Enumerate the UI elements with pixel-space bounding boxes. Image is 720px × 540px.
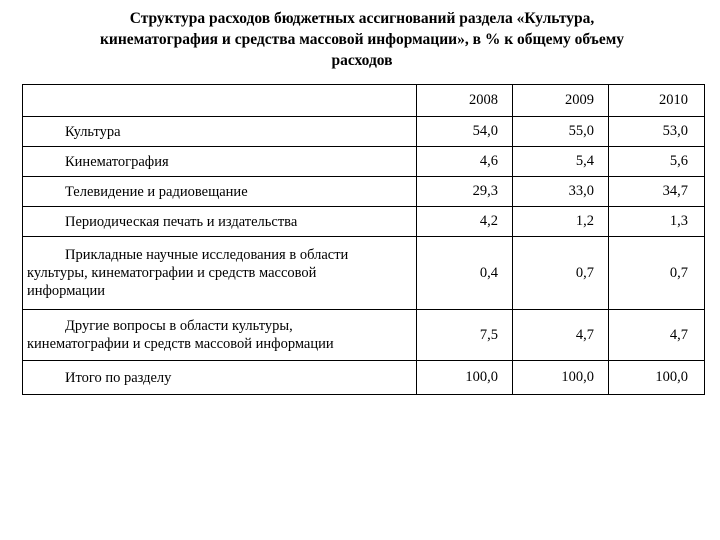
year-header-2009: 2009 [513,85,609,117]
cell-2008: 0,4 [417,237,513,310]
cell-2008: 4,2 [417,207,513,237]
table-row [23,177,705,207]
row-label-line-2: кинематографии и средств массовой информации [27,336,334,352]
row-label: Культура [23,117,417,147]
row-label: Итого по разделу [23,361,417,395]
table-row [23,310,705,361]
cell-2010: 34,7 [609,177,705,207]
cell-2009: 1,2 [513,207,609,237]
cell-2010: 5,6 [609,147,705,177]
table-row [23,117,705,147]
cell-2009: 33,0 [513,177,609,207]
table-row [23,207,705,237]
title-line-2: кинематография и средства массовой информации», в % к общему объему [99,31,625,48]
cell-2009: 4,7 [513,310,609,361]
cell-2010: 1,3 [609,207,705,237]
cell-2010: 53,0 [609,117,705,147]
year-header-2008: 2008 [417,85,513,117]
row-label-line-1: Прикладные научные исследования в области [65,247,349,263]
title-line-1: Структура расходов бюджетных ассигнований раздела «Культура, [129,10,595,27]
cell-2008: 100,0 [417,361,513,395]
header-label-cell [23,85,417,117]
cell-2008: 7,5 [417,310,513,361]
cell-2010: 4,7 [609,310,705,361]
cell-2009: 55,0 [513,117,609,147]
table-total-row [23,361,705,395]
year-header-2010: 2010 [609,85,705,117]
cell-2010: 100,0 [609,361,705,395]
table-row [23,147,705,177]
budget-structure-table [22,84,705,395]
table-row [23,237,705,310]
row-label: Периодическая печать и издательства [23,207,417,237]
cell-2009: 5,4 [513,147,609,177]
cell-2008: 29,3 [417,177,513,207]
cell-2009: 0,7 [513,237,609,310]
row-label: Кинематография [23,147,417,177]
page-title [20,8,704,71]
row-label [23,310,417,361]
cell-2008: 4,6 [417,147,513,177]
row-label-line-3: информации [27,283,105,299]
row-label: Телевидение и радиовещание [23,177,417,207]
cell-2009: 100,0 [513,361,609,395]
cell-2010: 0,7 [609,237,705,310]
row-label [23,237,417,310]
cell-2008: 54,0 [417,117,513,147]
table-header-row [23,85,705,117]
row-label-line-2: культуры, кинематографии и средств массовой [27,265,317,281]
title-line-3: расходов [331,52,393,69]
row-label-line-1: Другие вопросы в области культуры, [65,318,293,334]
